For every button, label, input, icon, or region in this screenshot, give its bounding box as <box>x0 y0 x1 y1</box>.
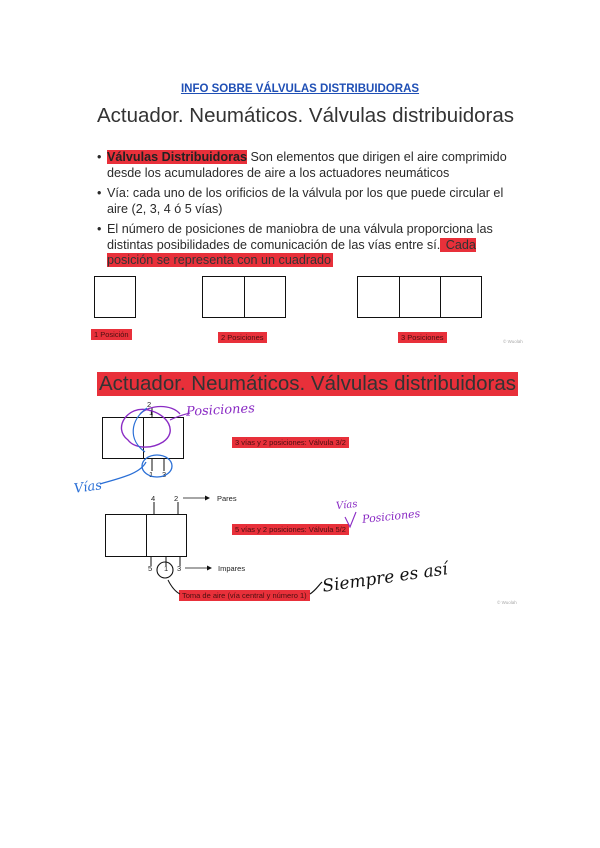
ink-pointer-air-intake <box>168 580 180 594</box>
document-title: INFO SOBRE VÁLVULAS DISTRIBUIDORAS <box>180 83 420 95</box>
bullet1-strong: Válvulas Distribuidoras <box>107 150 247 164</box>
valve32-port-1-bottom: 1 <box>149 470 154 479</box>
valve32-port-1-top: 1 <box>149 408 154 417</box>
valve52-port-1: 1 <box>164 564 169 573</box>
pares-label: Pares <box>217 494 237 503</box>
valve32-caption: 3 vías y 2 posiciones: Válvula 3/2 <box>232 437 349 448</box>
hand-posiciones-2: Posiciones <box>361 506 421 527</box>
slide1-watermark: © Wuolah <box>503 339 523 344</box>
slide2-watermark: © Wuolah <box>497 600 517 605</box>
valve52-port-3: 3 <box>177 564 182 573</box>
label-3-posiciones: 3 Posiciones <box>398 332 447 343</box>
valve52-caption: 5 vías y 2 posiciones: Válvula 5/2 <box>232 524 349 535</box>
bullet3-highlight: Cada posición se representa con un cuadrado <box>107 237 476 267</box>
bullet2-text: Vía: cada uno de los orificios de la válvula por los que puede circular el aire (2, 3, 4 ó 5 vías) <box>107 186 504 216</box>
ink-circle-port-1 <box>157 562 173 578</box>
air-intake-caption: Toma de aire (vía central y número 1) <box>179 590 310 601</box>
label-1-posicion: 1 Posición <box>91 329 132 340</box>
slide1-title: Actuador. Neumáticos. Válvulas distribuidoras <box>97 104 515 127</box>
slide2-title: Actuador. Neumáticos. Válvulas distribuidoras <box>99 372 517 395</box>
ink-hook-siempre <box>310 582 322 594</box>
ink-tick <box>345 512 356 527</box>
valve52-port-5: 5 <box>148 564 153 573</box>
valve52-port-2: 2 <box>174 494 179 503</box>
ink-circle-position-left <box>121 409 170 447</box>
valve52-port-4: 4 <box>151 494 156 503</box>
impares-arrowhead <box>207 566 212 571</box>
bullet1-text: Son elementos que dirigen el aire comprimido desde los acumuladores de aire a los actuadores neumáticos <box>107 150 507 180</box>
valve32-port-3-bottom: 3 <box>162 470 167 479</box>
hand-siempre-es-asi: Siempre es así <box>321 559 450 597</box>
impares-label: Impares <box>218 564 246 573</box>
pares-arrowhead <box>205 496 210 501</box>
ink-ellipse-bottom-ports <box>142 455 172 477</box>
hand-vias-1: Vías <box>73 478 103 497</box>
valve32-port-2: 2 <box>147 400 152 409</box>
hand-vias-2: Vías <box>335 498 359 513</box>
ink-arc-position-right <box>140 407 180 415</box>
label-2-posiciones: 2 Posiciones <box>218 332 267 343</box>
hand-posiciones-1: Posiciones <box>185 401 256 420</box>
ink-line-vias <box>100 462 146 484</box>
bullet3-text: El número de posiciones de maniobra de una válvula proporciona las distintas posibilidades de comunicación de las vías entre sí. <box>107 222 493 252</box>
